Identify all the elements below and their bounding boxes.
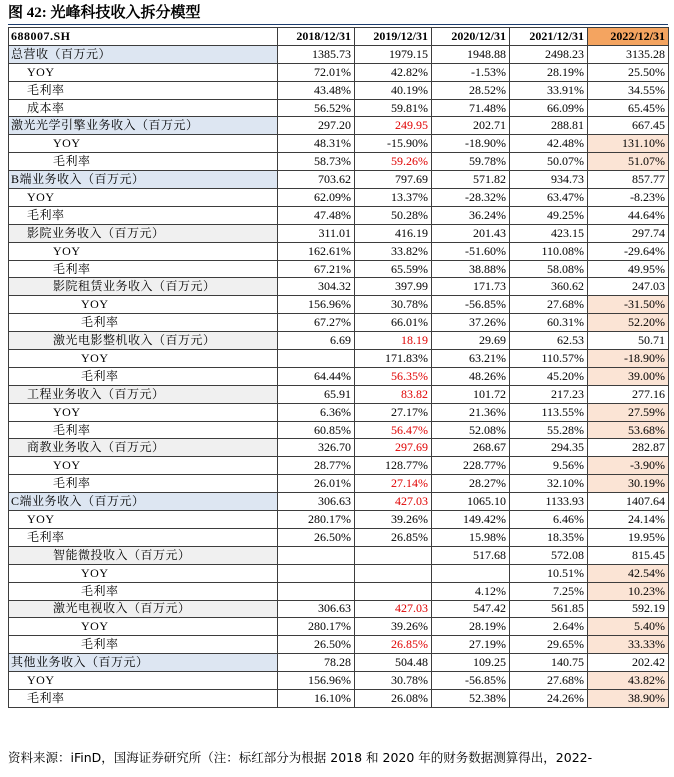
cell-value: 27.17% bbox=[355, 403, 432, 421]
cell-value: 297.74 bbox=[588, 224, 669, 242]
cell-value: 517.68 bbox=[432, 546, 510, 564]
cell-value: 64.44% bbox=[278, 367, 355, 385]
cell-value: -56.85% bbox=[432, 672, 510, 690]
cell-value: 306.63 bbox=[278, 493, 355, 511]
cell-value: 39.26% bbox=[355, 618, 432, 636]
header-year-2020: 2020/12/31 bbox=[432, 28, 510, 46]
cell-value: 2498.23 bbox=[510, 45, 588, 63]
row-label: B端业务收入（百万元） bbox=[9, 171, 278, 189]
cell-value: -3.90% bbox=[588, 457, 669, 475]
table-row bbox=[9, 654, 669, 672]
table-row bbox=[9, 546, 669, 564]
row-label: 成本率 bbox=[9, 99, 278, 117]
cell-value: 60.85% bbox=[278, 421, 355, 439]
cell-value: 30.78% bbox=[355, 672, 432, 690]
table-row bbox=[9, 242, 669, 260]
cell-value: 217.23 bbox=[510, 385, 588, 403]
row-label: 毛利率 bbox=[9, 367, 278, 385]
table-row bbox=[9, 296, 669, 314]
table-body bbox=[9, 45, 669, 707]
cell-value: 28.52% bbox=[432, 81, 510, 99]
cell-value: 63.21% bbox=[432, 350, 510, 368]
table-row bbox=[9, 636, 669, 654]
table-row bbox=[9, 189, 669, 207]
cell-value: 52.08% bbox=[432, 421, 510, 439]
cell-value: 50.71 bbox=[588, 332, 669, 350]
cell-value: 42.48% bbox=[510, 135, 588, 153]
cell-value: 202.71 bbox=[432, 117, 510, 135]
cell-value: 39.26% bbox=[355, 511, 432, 529]
table-row bbox=[9, 260, 669, 278]
cell-value: 6.36% bbox=[278, 403, 355, 421]
cell-value: 504.48 bbox=[355, 654, 432, 672]
source-footnote: 资料来源：iFinD，国海证券研究所（注：标红部分为根据 2018 和 2020 年的财务数据测算得出，2022- bbox=[8, 750, 593, 765]
cell-value: 156.96% bbox=[278, 672, 355, 690]
cell-value: 26.50% bbox=[278, 636, 355, 654]
cell-value: 28.19% bbox=[510, 63, 588, 81]
header-year-2018: 2018/12/31 bbox=[278, 28, 355, 46]
table-row bbox=[9, 224, 669, 242]
row-label: 影院业务收入（百万元） bbox=[9, 224, 278, 242]
cell-value: 27.59% bbox=[588, 403, 669, 421]
cell-value: 45.20% bbox=[510, 367, 588, 385]
row-label: 影院租赁业务收入（百万元） bbox=[9, 278, 278, 296]
cell-value: 423.15 bbox=[510, 224, 588, 242]
cell-value bbox=[278, 350, 355, 368]
table-row bbox=[9, 350, 669, 368]
table-row bbox=[9, 439, 669, 457]
cell-value: 60.31% bbox=[510, 314, 588, 332]
cell-value: 149.42% bbox=[432, 511, 510, 529]
cell-value: 63.47% bbox=[510, 189, 588, 207]
cell-value: 249.95 bbox=[355, 117, 432, 135]
cell-value: 202.42 bbox=[588, 654, 669, 672]
header-ticker: 688007.SH bbox=[9, 28, 278, 46]
cell-value: 416.19 bbox=[355, 224, 432, 242]
row-label: YOY bbox=[9, 63, 278, 81]
cell-value: 62.09% bbox=[278, 189, 355, 207]
cell-value: 297.69 bbox=[355, 439, 432, 457]
row-label: 激光光学引擎业务收入（百万元） bbox=[9, 117, 278, 135]
table-row bbox=[9, 99, 669, 117]
cell-value: 288.81 bbox=[510, 117, 588, 135]
cell-value: 27.14% bbox=[355, 475, 432, 493]
header-year-2019: 2019/12/31 bbox=[355, 28, 432, 46]
cell-value: 277.16 bbox=[588, 385, 669, 403]
table-row bbox=[9, 528, 669, 546]
cell-value: 18.19 bbox=[355, 332, 432, 350]
cell-value: 297.20 bbox=[278, 117, 355, 135]
table-row bbox=[9, 493, 669, 511]
cell-value: 67.27% bbox=[278, 314, 355, 332]
cell-value: 4.12% bbox=[432, 582, 510, 600]
cell-value: 268.67 bbox=[432, 439, 510, 457]
cell-value: 44.64% bbox=[588, 206, 669, 224]
row-label: 毛利率 bbox=[9, 81, 278, 99]
title-divider bbox=[8, 24, 668, 25]
cell-value: 28.19% bbox=[432, 618, 510, 636]
cell-value bbox=[355, 546, 432, 564]
row-label: YOY bbox=[9, 564, 278, 582]
row-label: YOY bbox=[9, 135, 278, 153]
cell-value: 56.35% bbox=[355, 367, 432, 385]
cell-value: 26.08% bbox=[355, 689, 432, 707]
row-label: YOY bbox=[9, 403, 278, 421]
cell-value: 162.61% bbox=[278, 242, 355, 260]
cell-value: -18.90% bbox=[588, 350, 669, 368]
cell-value: 311.01 bbox=[278, 224, 355, 242]
cell-value: 42.54% bbox=[588, 564, 669, 582]
cell-value: 113.55% bbox=[510, 403, 588, 421]
row-label: 毛利率 bbox=[9, 260, 278, 278]
cell-value: 10.51% bbox=[510, 564, 588, 582]
cell-value: 59.26% bbox=[355, 153, 432, 171]
cell-value bbox=[278, 564, 355, 582]
table-row bbox=[9, 385, 669, 403]
cell-value: 1065.10 bbox=[432, 493, 510, 511]
table-row bbox=[9, 153, 669, 171]
table-row bbox=[9, 475, 669, 493]
cell-value: 101.72 bbox=[432, 385, 510, 403]
cell-value: 48.26% bbox=[432, 367, 510, 385]
table-header-row bbox=[9, 28, 669, 46]
cell-value: 32.10% bbox=[510, 475, 588, 493]
row-label: YOY bbox=[9, 242, 278, 260]
cell-value: 83.82 bbox=[355, 385, 432, 403]
cell-value: 1979.15 bbox=[355, 45, 432, 63]
cell-value: 19.95% bbox=[588, 528, 669, 546]
cell-value: 572.08 bbox=[510, 546, 588, 564]
row-label: YOY bbox=[9, 672, 278, 690]
cell-value: 171.83% bbox=[355, 350, 432, 368]
cell-value: 201.43 bbox=[432, 224, 510, 242]
cell-value: 5.40% bbox=[588, 618, 669, 636]
cell-value: 360.62 bbox=[510, 278, 588, 296]
cell-value: 228.77% bbox=[432, 457, 510, 475]
table-row bbox=[9, 206, 669, 224]
cell-value: 59.81% bbox=[355, 99, 432, 117]
cell-value: 667.45 bbox=[588, 117, 669, 135]
cell-value: 547.42 bbox=[432, 600, 510, 618]
cell-value: 65.45% bbox=[588, 99, 669, 117]
cell-value: 27.68% bbox=[510, 672, 588, 690]
table-row bbox=[9, 314, 669, 332]
cell-value: 561.85 bbox=[510, 600, 588, 618]
row-label: 工程业务收入（百万元） bbox=[9, 385, 278, 403]
cell-value: 24.26% bbox=[510, 689, 588, 707]
cell-value: 50.07% bbox=[510, 153, 588, 171]
cell-value: 1133.93 bbox=[510, 493, 588, 511]
row-label: 毛利率 bbox=[9, 206, 278, 224]
table-row bbox=[9, 135, 669, 153]
row-label: 毛利率 bbox=[9, 475, 278, 493]
cell-value: 51.07% bbox=[588, 153, 669, 171]
cell-value: -8.23% bbox=[588, 189, 669, 207]
cell-value: 56.47% bbox=[355, 421, 432, 439]
cell-value: 110.57% bbox=[510, 350, 588, 368]
table-row bbox=[9, 582, 669, 600]
cell-value: 427.03 bbox=[355, 600, 432, 618]
row-label: 毛利率 bbox=[9, 636, 278, 654]
cell-value: 78.28 bbox=[278, 654, 355, 672]
cell-value: 282.87 bbox=[588, 439, 669, 457]
cell-value: 140.75 bbox=[510, 654, 588, 672]
row-label: YOY bbox=[9, 511, 278, 529]
cell-value: 13.37% bbox=[355, 189, 432, 207]
cell-value: 857.77 bbox=[588, 171, 669, 189]
cell-value: 131.10% bbox=[588, 135, 669, 153]
cell-value: 27.19% bbox=[432, 636, 510, 654]
table-row bbox=[9, 421, 669, 439]
table-row bbox=[9, 332, 669, 350]
cell-value: 18.35% bbox=[510, 528, 588, 546]
cell-value: 29.69 bbox=[432, 332, 510, 350]
cell-value: 109.25 bbox=[432, 654, 510, 672]
cell-value: 3135.28 bbox=[588, 45, 669, 63]
revenue-split-table bbox=[8, 27, 669, 708]
cell-value: 156.96% bbox=[278, 296, 355, 314]
table-row bbox=[9, 117, 669, 135]
row-label: 激光电影整机收入（百万元） bbox=[9, 332, 278, 350]
table-row bbox=[9, 278, 669, 296]
cell-value: 65.59% bbox=[355, 260, 432, 278]
cell-value: 15.98% bbox=[432, 528, 510, 546]
row-label: 智能微投收入（百万元） bbox=[9, 546, 278, 564]
cell-value: 52.20% bbox=[588, 314, 669, 332]
table-row bbox=[9, 618, 669, 636]
row-label: 其他业务收入（百万元） bbox=[9, 654, 278, 672]
cell-value: 21.36% bbox=[432, 403, 510, 421]
cell-value: 58.73% bbox=[278, 153, 355, 171]
row-label: 总营收（百万元） bbox=[9, 45, 278, 63]
cell-value: 72.01% bbox=[278, 63, 355, 81]
cell-value: 6.46% bbox=[510, 511, 588, 529]
table-row bbox=[9, 600, 669, 618]
row-label: 激光电视收入（百万元） bbox=[9, 600, 278, 618]
cell-value: 33.91% bbox=[510, 81, 588, 99]
cell-value: 247.03 bbox=[588, 278, 669, 296]
cell-value: 24.14% bbox=[588, 511, 669, 529]
cell-value: -29.64% bbox=[588, 242, 669, 260]
cell-value: 26.01% bbox=[278, 475, 355, 493]
cell-value: -15.90% bbox=[355, 135, 432, 153]
cell-value: 37.26% bbox=[432, 314, 510, 332]
cell-value: 66.09% bbox=[510, 99, 588, 117]
cell-value: 71.48% bbox=[432, 99, 510, 117]
cell-value: 28.77% bbox=[278, 457, 355, 475]
cell-value: 42.82% bbox=[355, 63, 432, 81]
figure-title: 图 42: 光峰科技收入拆分模型 bbox=[8, 5, 201, 21]
row-label: 毛利率 bbox=[9, 314, 278, 332]
cell-value: 1385.73 bbox=[278, 45, 355, 63]
cell-value: 36.24% bbox=[432, 206, 510, 224]
cell-value: -28.32% bbox=[432, 189, 510, 207]
cell-value: 26.85% bbox=[355, 636, 432, 654]
table-row bbox=[9, 511, 669, 529]
cell-value: 25.50% bbox=[588, 63, 669, 81]
cell-value: 797.69 bbox=[355, 171, 432, 189]
cell-value: 43.48% bbox=[278, 81, 355, 99]
table-row bbox=[9, 457, 669, 475]
cell-value: 280.17% bbox=[278, 511, 355, 529]
cell-value: 65.91 bbox=[278, 385, 355, 403]
cell-value: 128.77% bbox=[355, 457, 432, 475]
cell-value: 40.19% bbox=[355, 81, 432, 99]
row-label: YOY bbox=[9, 189, 278, 207]
cell-value: 38.90% bbox=[588, 689, 669, 707]
cell-value: 49.95% bbox=[588, 260, 669, 278]
row-label: C端业务收入（百万元） bbox=[9, 493, 278, 511]
cell-value: 49.25% bbox=[510, 206, 588, 224]
cell-value: 38.88% bbox=[432, 260, 510, 278]
header-year-2021: 2021/12/31 bbox=[510, 28, 588, 46]
cell-value: 56.52% bbox=[278, 99, 355, 117]
cell-value: 26.85% bbox=[355, 528, 432, 546]
cell-value: 7.25% bbox=[510, 582, 588, 600]
cell-value: 280.17% bbox=[278, 618, 355, 636]
cell-value: 110.08% bbox=[510, 242, 588, 260]
cell-value: 29.65% bbox=[510, 636, 588, 654]
cell-value bbox=[432, 564, 510, 582]
cell-value: 571.82 bbox=[432, 171, 510, 189]
cell-value: 59.78% bbox=[432, 153, 510, 171]
cell-value: 1948.88 bbox=[432, 45, 510, 63]
row-label: 毛利率 bbox=[9, 582, 278, 600]
row-label: YOY bbox=[9, 618, 278, 636]
cell-value: -18.90% bbox=[432, 135, 510, 153]
table-row bbox=[9, 564, 669, 582]
cell-value: 53.68% bbox=[588, 421, 669, 439]
cell-value: 2.64% bbox=[510, 618, 588, 636]
cell-value: 52.38% bbox=[432, 689, 510, 707]
cell-value: 43.82% bbox=[588, 672, 669, 690]
cell-value: 50.28% bbox=[355, 206, 432, 224]
cell-value: 62.53 bbox=[510, 332, 588, 350]
cell-value: 16.10% bbox=[278, 689, 355, 707]
cell-value: 26.50% bbox=[278, 528, 355, 546]
cell-value: 48.31% bbox=[278, 135, 355, 153]
cell-value: 304.32 bbox=[278, 278, 355, 296]
cell-value: 815.45 bbox=[588, 546, 669, 564]
cell-value bbox=[355, 564, 432, 582]
header-year-2022-projection: 2022/12/31 bbox=[588, 28, 669, 46]
table-row bbox=[9, 672, 669, 690]
cell-value: 27.68% bbox=[510, 296, 588, 314]
cell-value: 47.48% bbox=[278, 206, 355, 224]
cell-value bbox=[355, 582, 432, 600]
cell-value: 10.23% bbox=[588, 582, 669, 600]
cell-value: 55.28% bbox=[510, 421, 588, 439]
cell-value: 397.99 bbox=[355, 278, 432, 296]
cell-value: 30.19% bbox=[588, 475, 669, 493]
cell-value: 30.78% bbox=[355, 296, 432, 314]
cell-value: 66.01% bbox=[355, 314, 432, 332]
cell-value: 326.70 bbox=[278, 439, 355, 457]
cell-value: 294.35 bbox=[510, 439, 588, 457]
cell-value: 9.56% bbox=[510, 457, 588, 475]
row-label: YOY bbox=[9, 296, 278, 314]
cell-value bbox=[278, 582, 355, 600]
row-label: YOY bbox=[9, 350, 278, 368]
cell-value: 33.82% bbox=[355, 242, 432, 260]
cell-value: 33.33% bbox=[588, 636, 669, 654]
table-row bbox=[9, 689, 669, 707]
table-row bbox=[9, 171, 669, 189]
table-row bbox=[9, 367, 669, 385]
table-row bbox=[9, 63, 669, 81]
table-row bbox=[9, 81, 669, 99]
row-label: 毛利率 bbox=[9, 153, 278, 171]
cell-value: 28.27% bbox=[432, 475, 510, 493]
cell-value: -51.60% bbox=[432, 242, 510, 260]
row-label: 毛利率 bbox=[9, 689, 278, 707]
cell-value: 306.63 bbox=[278, 600, 355, 618]
cell-value: 427.03 bbox=[355, 493, 432, 511]
row-label: 毛利率 bbox=[9, 421, 278, 439]
cell-value: 171.73 bbox=[432, 278, 510, 296]
cell-value: 39.00% bbox=[588, 367, 669, 385]
cell-value: -31.50% bbox=[588, 296, 669, 314]
row-label: YOY bbox=[9, 457, 278, 475]
row-label: 毛利率 bbox=[9, 528, 278, 546]
cell-value: 67.21% bbox=[278, 260, 355, 278]
cell-value: 58.08% bbox=[510, 260, 588, 278]
cell-value: 1407.64 bbox=[588, 493, 669, 511]
cell-value: -1.53% bbox=[432, 63, 510, 81]
cell-value: 592.19 bbox=[588, 600, 669, 618]
cell-value: 934.73 bbox=[510, 171, 588, 189]
cell-value: 6.69 bbox=[278, 332, 355, 350]
cell-value: -56.85% bbox=[432, 296, 510, 314]
row-label: 商教业务收入（百万元） bbox=[9, 439, 278, 457]
table-row bbox=[9, 403, 669, 421]
table-row bbox=[9, 45, 669, 63]
cell-value: 703.62 bbox=[278, 171, 355, 189]
cell-value bbox=[278, 546, 355, 564]
cell-value: 34.55% bbox=[588, 81, 669, 99]
